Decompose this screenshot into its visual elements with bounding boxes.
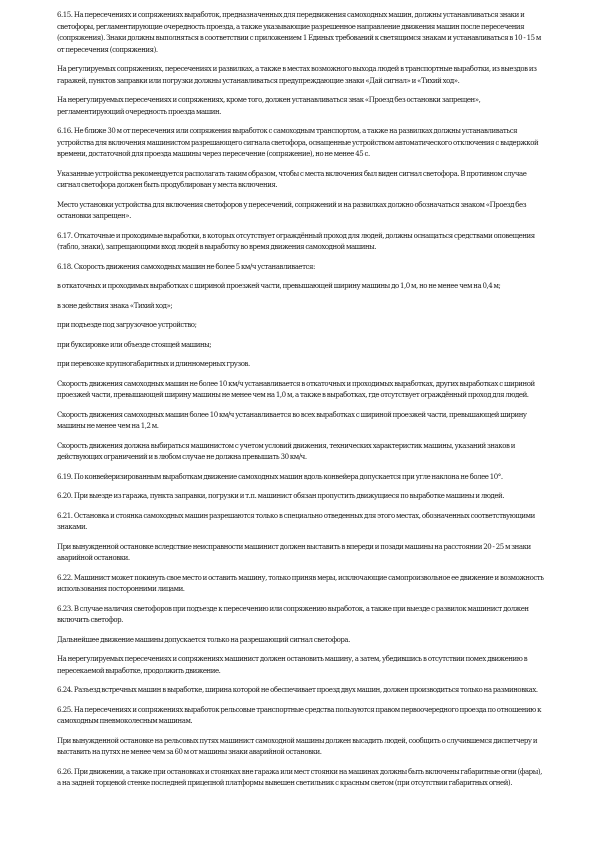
paragraph-6-26: 6.26. При движении, а также при остановках и стоянках вне гаража или мест стоянки на машинах должны быть включены габаритные огни (фары), а на задней торцевой стенке последней прицепной платформы вывешен светильник с красным светом (при отсутствии габаритных огней). (57, 767, 542, 787)
paragraph-6-18: 6.18. Скорость движения самоходных машин не более 5 км/ч устанавливается: (57, 262, 315, 271)
paragraph: Дальнейшее движение машины допускается только на разрешающий сигнал светофора. (57, 635, 350, 644)
paragraph: Место установки устройства для включения светофоров у пересечений, сопряжений и на развилках должно обозначаться знаком «Проезд без остановки запрещен». (57, 200, 527, 220)
paragraph-6-15: 6.15. На пересечениях и сопряжениях выработок, предназначенных для передвижения самоходных машин, должны устанавливаться знаки и светофоры, регламентирующие очередность проезда, а также указывающие разрешенное направление движения машин после пересечения (сопряжения). Знаки должны выполняться в соответствии с приложением 1 Единых требований к светящимся знакам и устанавливаться в 10 - 15 м от пересечения (сопряжения). (57, 11, 541, 54)
paragraph-6-16: 6.16. Не ближе 30 м от пересечения или сопряжения выработок с самоходным транспортом, а также на развилках должны устанавливаться устройства для включения машинистом разрешающего сигнала светофора, оснащенные устройством автоматического отключения с выдержкой времени, достаточной для проезда машины через пересечение (сопряжение), но не менее 45 с. (57, 127, 539, 158)
paragraph-6-22: 6.22. Машинист может покинуть свое место и оставить машину, только приняв меры, исключающие самопроизвольное ее движение и возможность использования посторонними лицами. (57, 573, 544, 593)
paragraph-6-21: 6.21. Остановка и стоянка самоходных машин разрешаются только в специально отведенных для этого местах, обозначенных соответствующими знаками. (57, 511, 535, 531)
paragraph: Скорость движения самоходных машин более 10 км/ч устанавливается во всех выработках с шириной проезжей части, превышающей ширину машины не менее чем на 1,2 м. (57, 410, 527, 430)
paragraph-6-19: 6.19. По конвейеризированным выработкам движение самоходных машин вдоль конвейера допускается при угле наклона не более 10°. (57, 472, 503, 481)
paragraph-6-25: 6.25. На пересечениях и сопряжениях выработок рельсовые транспортные средства пользуются правом первоочередного проезда по отношению к самоходным пневмоколесным машинам. (57, 705, 542, 725)
list-item: при перевозке крупногабаритных и длинномерных грузов. (57, 360, 250, 368)
paragraph-6-20: 6.20. При выезде из гаража, пункта заправки, погрузки и т.п. машинист обязан пропустить движущиеся по выработке машины и людей. (57, 492, 505, 500)
paragraph: На нерегулируемых пересечениях и сопряжениях машинист должен остановить машину, а затем, убедившись в отсутствии помех движению в пересекаемой выработке, продолжить движение. (57, 655, 528, 675)
list-item: при подъезде под загрузочное устройство; (57, 321, 197, 329)
paragraph: Скорость движения самоходных машин не более 10 км/ч устанавливается в откаточных и проходимых выработках, других выработках с шириной проезжей части, превышающей ширину машины не менее чем на 1,0 м, а также в выработках, где отсутствует ограждённый проход для людей. (57, 379, 535, 399)
paragraph: Скорость движения должна выбираться машинистом с учетом условий движения, технических характеристик машины, указаний знаков и действующих ограничений и в любом случае не должна превышать 30 км/ч. (57, 441, 515, 461)
paragraph: Указанные устройства рекомендуется располагать таким образом, чтобы с места включения был виден сигнал светофора. В противном случае сигнал светофора должен быть продублирован у места включения. (57, 169, 527, 189)
paragraph: На нерегулируемых пересечениях и сопряжениях, кроме того, должен устанавливаться знак «Проезд без остановки запрещен», регламентирующий очередность проезда машин. (57, 96, 481, 116)
paragraph: На регулируемых сопряжениях, пересечениях и развилках, а также в местах возможного выхода людей в транспортные выработки, из выездов из гаражей, пунктов заправки или погрузки должны устанавливаться предупреждающие знаки «Дай сигнал» и «Тихий ход». (57, 65, 537, 85)
paragraph-6-23: 6.23. В случае наличия светофоров при подъезде к пересечению или сопряжению выработок, а также при выезде с развилок машинист должен включить светофор. (57, 604, 529, 624)
paragraph-6-17: 6.17. Откаточные и проходимые выработки, в которых отсутствует ограждённый проход для людей, должны оснащаться средствами оповещения (табло, знаки), запрещающими вход людей в выработку во время движения самоходной машины. (57, 231, 535, 251)
list-item: при буксировке или объезде стоящей машины; (57, 340, 212, 349)
paragraph-6-24: 6.24. Разъезд встречных машин в выработке, ширина которой не обеспечивает проезд двух машин, должен производиться только на разминовках. (57, 686, 538, 694)
list-item: в откаточных и проходимых выработках с шириной проезжей части, превышающей ширину машины до 1,0 м, но не менее чем на 0,4 м; (57, 282, 501, 290)
list-item: в зоне действия знака «Тихий ход»; (57, 301, 173, 310)
paragraph: При вынужденной остановке на рельсовых путях машинист самоходной машины должен высадить людей, сообщить о случившемся диспетчеру и выставить на путях не менее чем за 60 м от машины знаки аварийной остановки. (57, 736, 538, 756)
paragraph: При вынужденной остановке вследствие неисправности машинист должен выставить в впереди и позади машины на расстоянии 20 - 25 м знаки аварийной остановки. (57, 542, 531, 562)
